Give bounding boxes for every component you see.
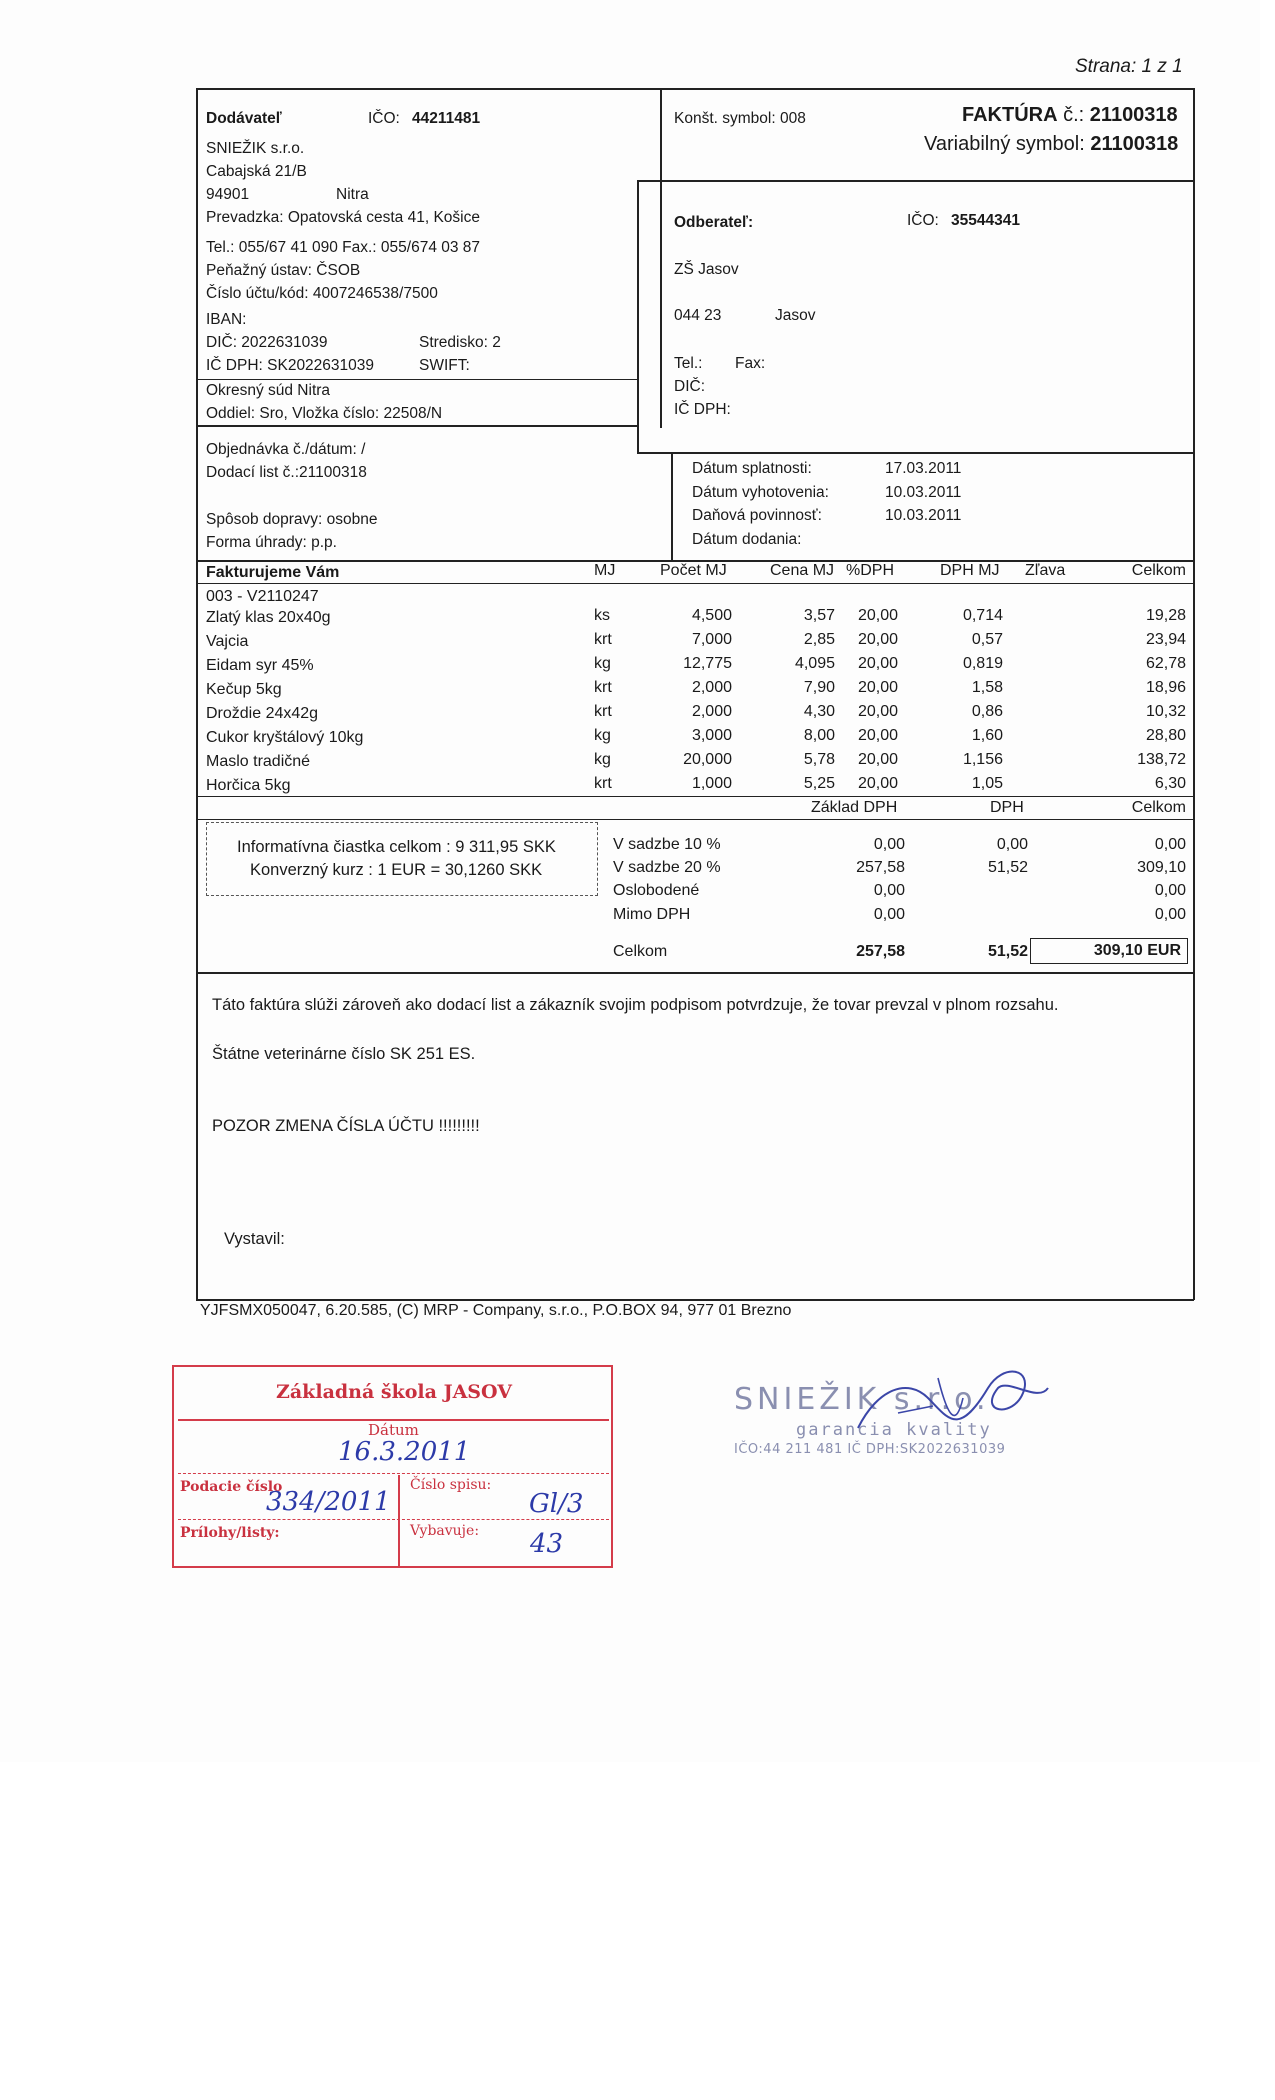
item-name: Maslo tradičné	[206, 753, 311, 770]
item-total: 62,78	[1145, 655, 1186, 672]
item-qty: 2,000	[691, 679, 732, 696]
supplier-account: Číslo účtu/kód: 4007246538/7500	[206, 285, 438, 302]
invoice-number: 21100318	[1089, 104, 1178, 126]
frame-right	[1193, 88, 1195, 1300]
stamp-school-name: Základná škola JASOV	[276, 1381, 512, 1403]
col-discount: Zľava	[1025, 562, 1066, 579]
item-vat: 20,00	[857, 775, 898, 792]
item-vat-mj: 0,714	[962, 607, 1003, 624]
col-qty: Počet MJ	[660, 562, 727, 579]
summary-total-header: Celkom	[1131, 799, 1186, 816]
item-price: 3,57	[803, 607, 835, 624]
issued-date-label: Dátum vyhotovenia:	[692, 484, 829, 501]
supplier-name: SNIEŽIK s.r.o.	[206, 140, 305, 157]
item-price: 5,78	[803, 751, 835, 768]
item-qty: 4,500	[691, 607, 732, 624]
customer-icdph: IČ DPH:	[674, 401, 731, 418]
item-price: 8,00	[803, 727, 835, 744]
item-total: 18,96	[1145, 679, 1186, 696]
supplier-iban: IBAN:	[206, 311, 247, 328]
item-total: 6,30	[1154, 775, 1186, 792]
invoice-no-label: č.:	[1063, 104, 1085, 126]
stamp-handled-by: 43	[530, 1529, 564, 1559]
item-mj: kg	[594, 655, 611, 672]
supplier-bank: Peňažný ústav: ČSOB	[206, 262, 361, 279]
divider-v1	[660, 88, 662, 428]
item-name: Zlatý klas 20x40g	[206, 609, 331, 626]
item-name: Kečup 5kg	[206, 681, 282, 698]
supplier-ico-label: IČO:	[368, 110, 400, 127]
due-date-label: Dátum splatnosti:	[692, 460, 812, 477]
item-vat: 20,00	[857, 655, 898, 672]
info-box	[206, 822, 598, 896]
note-account-change: POZOR ZMENA ČÍSLA ÚČTU !!!!!!!!!	[212, 1117, 480, 1135]
customer-fax: Fax:	[735, 355, 766, 372]
items-ref: 003 - V2110247	[206, 588, 319, 605]
summary-base: 257,58	[856, 859, 905, 876]
item-vat-mj: 1,156	[962, 751, 1003, 768]
summary-base: 0,00	[873, 836, 905, 853]
supplier-branch: Prevadzka: Opatovská cesta 41, Košice	[206, 209, 480, 226]
software-footer: YJFSMX050047, 6.20.585, (C) MRP - Company, s.r.o., P.O.BOX 94, 977 01 Brezno	[200, 1302, 792, 1319]
grand-total: 309,10 EUR	[1093, 942, 1181, 959]
variable-symbol-label: Variabilný symbol:	[924, 133, 1085, 155]
customer-box-left	[637, 180, 639, 453]
customer-name: ZŠ Jasov	[674, 261, 739, 278]
transport-method: Spôsob dopravy: osobne	[206, 511, 378, 528]
customer-zip: 044 23	[674, 307, 722, 324]
item-vat-mj: 0,819	[962, 655, 1003, 672]
stamp-dash-1	[178, 1473, 609, 1474]
issued-by: Vystavil:	[224, 1230, 285, 1248]
item-vat-mj: 1,58	[971, 679, 1003, 696]
item-price: 7,90	[803, 679, 835, 696]
page-number: Strana: 1 z 1	[1075, 56, 1183, 77]
stamp-dash-2	[178, 1519, 609, 1520]
items-header-rule	[196, 583, 1194, 584]
due-date: 17.03.2011	[885, 460, 962, 477]
item-total: 19,28	[1145, 607, 1186, 624]
summary-label: Oslobodené	[613, 882, 700, 899]
item-mj: kg	[594, 751, 611, 768]
totals-vat: 51,52	[987, 943, 1028, 960]
frame-top	[196, 88, 1194, 90]
item-total: 28,80	[1145, 727, 1186, 744]
customer-ico: 35544341	[951, 212, 1020, 229]
variable-symbol	[924, 133, 1178, 156]
delivery-note: Dodací list č.:21100318	[206, 464, 367, 481]
summary-end-rule	[196, 972, 1194, 974]
item-mj: krt	[594, 775, 612, 792]
item-vat-mj: 1,60	[971, 727, 1003, 744]
item-mj: kg	[594, 727, 611, 744]
item-qty: 12,775	[683, 655, 732, 672]
item-vat: 20,00	[857, 679, 898, 696]
dates-box-left	[671, 453, 673, 561]
item-vat: 20,00	[857, 751, 898, 768]
item-price: 4,095	[794, 655, 835, 672]
summary-vat: 51,52	[987, 859, 1028, 876]
summary-label: V sadzbe 20 %	[613, 859, 721, 876]
item-qty: 2,000	[691, 703, 732, 720]
supplier-zip: 94901	[206, 186, 250, 203]
supplier-dic: DIČ: 2022631039	[206, 334, 328, 351]
invoice-title	[962, 104, 1178, 127]
item-price: 4,30	[803, 703, 835, 720]
grand-total-box	[1030, 938, 1188, 964]
company-stamp-ids: IČO:44 211 481 IČ DPH:SK2022631039	[734, 1442, 1006, 1457]
summary-label: Mimo DPH	[613, 906, 691, 923]
stamp-divider	[398, 1475, 400, 1566]
customer-city: Jasov	[775, 307, 816, 324]
supplier-city: Nitra	[336, 186, 369, 203]
summary-vat: 0,00	[996, 836, 1028, 853]
items-end-rule	[196, 796, 1194, 797]
frame-bottom	[196, 1299, 1194, 1301]
item-mj: ks	[594, 607, 610, 624]
customer-label: Odberateľ:	[674, 214, 754, 231]
summary-total: 309,10	[1137, 859, 1186, 876]
supplier-section: Oddiel: Sro, Vložka číslo: 22508/N	[206, 405, 443, 422]
info-amount: Informatívna čiastka celkom : 9 311,95 SKK	[237, 838, 556, 856]
company-stamp-quality: garancia kvality	[796, 1420, 992, 1440]
item-vat: 20,00	[857, 727, 898, 744]
item-total: 23,94	[1145, 631, 1186, 648]
item-vat: 20,00	[857, 703, 898, 720]
item-mj: krt	[594, 631, 612, 648]
item-name: Cukor kryštálový 10kg	[206, 729, 364, 746]
item-vat-mj: 0,86	[971, 703, 1003, 720]
totals-base: 257,58	[856, 943, 905, 960]
item-qty: 7,000	[691, 631, 732, 648]
stamp-file-label: Číslo spisu:	[410, 1477, 492, 1493]
note-veterinary: Štátne veterinárne číslo SK 251 ES.	[212, 1045, 476, 1063]
col-price: Cena MJ	[770, 562, 835, 579]
col-vat-pct: %DPH	[846, 562, 895, 579]
company-stamp	[728, 1368, 1208, 1468]
stamp-handled-label: Vybavuje:	[410, 1523, 480, 1539]
signature-icon	[838, 1358, 1058, 1453]
summary-header-rule	[196, 819, 1194, 820]
item-vat-mj: 0,57	[971, 631, 1003, 648]
item-vat-mj: 1,05	[971, 775, 1003, 792]
variable-symbol-value: 21100318	[1090, 133, 1179, 155]
item-price: 5,25	[803, 775, 835, 792]
col-vat-mj: DPH MJ	[940, 562, 1000, 579]
supplier-swift: SWIFT:	[419, 357, 470, 374]
registry-stamp	[172, 1365, 613, 1568]
item-qty: 1,000	[691, 775, 732, 792]
col-desc: Fakturujeme Vám	[206, 564, 340, 581]
stamp-reg-number: 334/2011	[266, 1487, 391, 1517]
supplier-rule-2	[196, 425, 637, 427]
summary-label: V sadzbe 10 %	[613, 836, 721, 853]
supplier-phone: Tel.: 055/67 41 090 Fax.: 055/674 03 87	[206, 239, 481, 256]
supplier-street: Cabajská 21/B	[206, 163, 307, 180]
stamp-attachments-label: Prílohy/listy:	[180, 1525, 280, 1541]
item-mj: krt	[594, 703, 612, 720]
item-name: Eidam syr 45%	[206, 657, 314, 674]
supplier-court: Okresný súd Nitra	[206, 382, 331, 399]
order-line: Objednávka č./dátum: /	[206, 441, 366, 458]
summary-total: 0,00	[1154, 836, 1186, 853]
supplier-icdph: IČ DPH: SK2022631039	[206, 357, 375, 374]
customer-box-bottom	[637, 452, 1194, 454]
summary-base: 0,00	[873, 906, 905, 923]
customer-box-top	[637, 180, 1194, 182]
konst-symbol: Konšt. symbol: 008	[674, 110, 806, 127]
frame-left	[196, 88, 198, 1300]
customer-tel: Tel.:	[674, 355, 703, 372]
totals-label: Celkom	[613, 943, 668, 960]
item-mj: krt	[594, 679, 612, 696]
invoice-title-label: FAKTÚRA	[962, 104, 1058, 126]
item-price: 2,85	[803, 631, 835, 648]
customer-dic: DIČ:	[674, 378, 705, 395]
stamp-date: 16.3.2011	[338, 1437, 471, 1467]
supplier-center: Stredisko: 2	[419, 334, 501, 351]
item-qty: 20,000	[683, 751, 732, 768]
customer-ico-label: IČO:	[907, 212, 939, 229]
issued-date: 10.03.2011	[885, 484, 962, 501]
tax-date-label: Daňová povinnosť:	[692, 507, 822, 524]
item-total: 10,32	[1145, 703, 1186, 720]
summary-base-header: Základ DPH	[811, 799, 898, 816]
item-name: Horčica 5kg	[206, 777, 291, 794]
col-total: Celkom	[1131, 562, 1186, 579]
summary-total: 0,00	[1154, 882, 1186, 899]
note-delivery: Táto faktúra slúži zároveň ako dodací list a zákazník svojim podpisom potvrdzuje, že tovar prevzal v plnom rozsahu.	[212, 996, 1059, 1014]
delivery-date-label: Dátum dodania:	[692, 531, 802, 548]
supplier-ico: 44211481	[412, 110, 481, 127]
supplier-label: Dodávateľ	[206, 110, 282, 127]
summary-base: 0,00	[873, 882, 905, 899]
tax-date: 10.03.2011	[885, 507, 962, 524]
payment-form: Forma úhrady: p.p.	[206, 534, 337, 551]
item-name: Droždie 24x42g	[206, 705, 319, 722]
stamp-date-label: Dátum	[368, 1421, 419, 1439]
summary-total: 0,00	[1154, 906, 1186, 923]
item-name: Vajcia	[206, 633, 249, 650]
item-vat: 20,00	[857, 631, 898, 648]
info-rate: Konverzný kurz : 1 EUR = 30,1260 SKK	[250, 861, 543, 879]
supplier-rule-1	[196, 379, 637, 380]
stamp-file-number: Gl/3	[529, 1489, 584, 1519]
item-total: 138,72	[1137, 751, 1186, 768]
company-stamp-name: SNIEŽIK s.r.o.	[734, 1382, 990, 1417]
stamp-reg-label: Podacie číslo	[180, 1479, 283, 1495]
item-vat: 20,00	[857, 607, 898, 624]
item-qty: 3,000	[691, 727, 732, 744]
col-mj: MJ	[594, 562, 616, 579]
summary-vat-header: DPH	[990, 799, 1024, 816]
